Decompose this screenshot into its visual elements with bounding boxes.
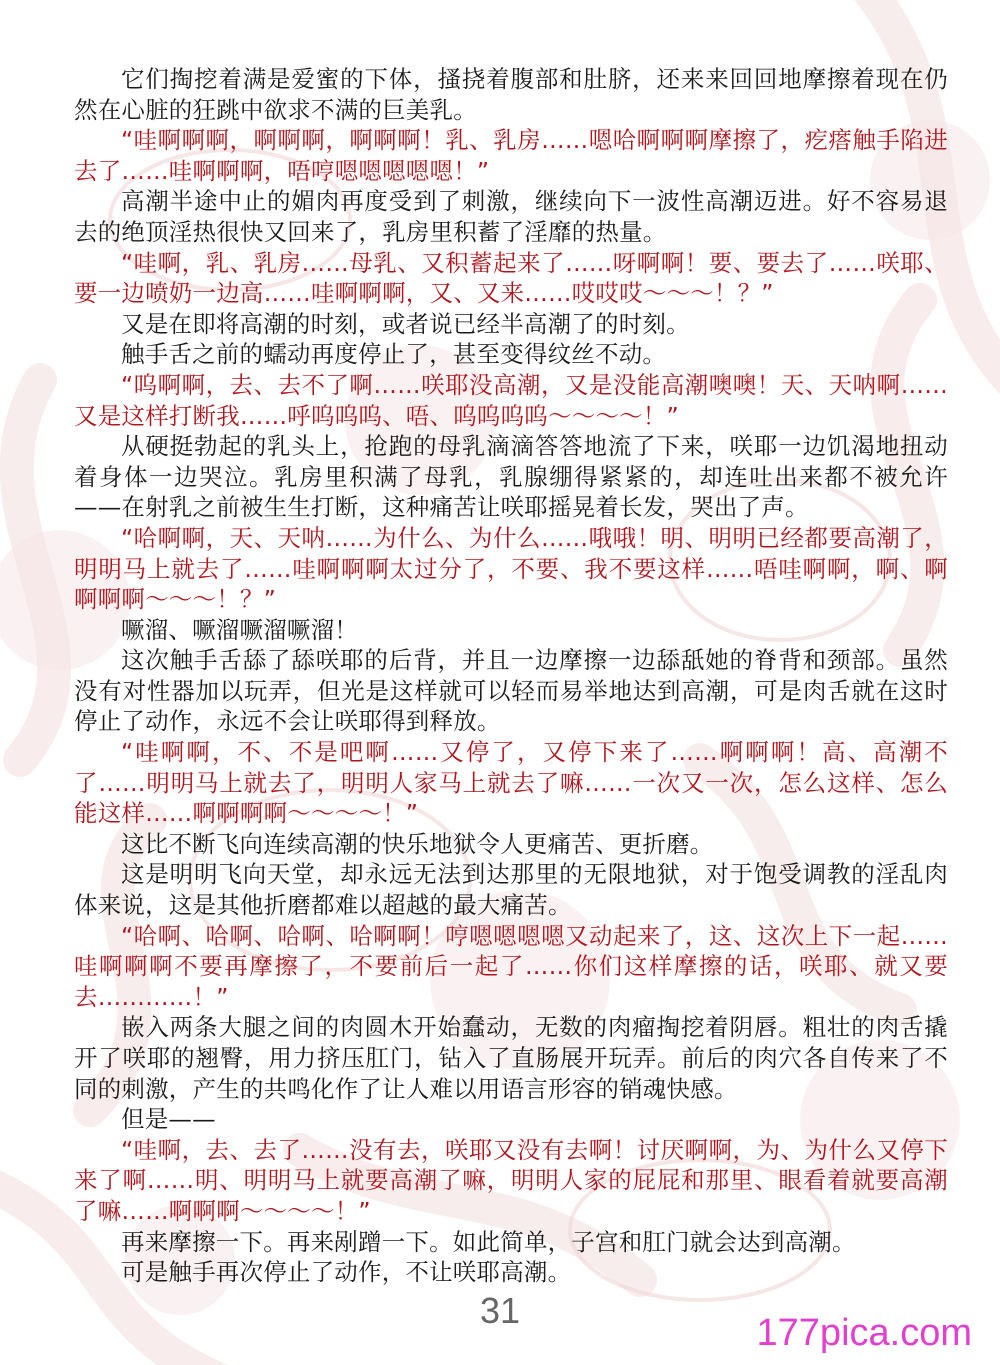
watermark-text: 177pica.com <box>756 1312 972 1354</box>
narration-paragraph: 从硬挺勃起的乳头上，抢跑的母乳滴滴答答地流了下来，咲耶一边饥渴地扭动着身体一边哭泣。乳房里积满了母乳，乳腺绷得紧紧的，却连吐出来都不被允许——在射乳之前被生生打断，这种痛苦让咲耶摇晃着长发，哭出了声。 <box>74 432 948 522</box>
narration-paragraph: 触手舌之前的蠕动再度停止了，甚至变得纹丝不动。 <box>121 340 667 369</box>
dialogue-paragraph: “哇啊，去、去了……没有去，咲耶又没有去啊！讨厌啊啊，为、为什么又停下来了啊……明、明明马上就要高潮了嘛，明明人家的屁屁和那里、眼看着就要高潮了嘛……啊啊啊～～～～！” <box>74 1135 948 1225</box>
narration-paragraph: 可是触手再次停止了动作，不让咲耶高潮。 <box>121 1258 572 1287</box>
dialogue-paragraph: “哇啊，乳、乳房……母乳、又积蓄起来了……呀啊啊！要、要去了……咲耶、要一边喷奶一边高……哇啊啊啊，又、又来……哎哎哎～～～！？” <box>74 248 948 308</box>
narration-paragraph: 再来摩擦一下。再来剐蹭一下。如此简单，子宫和肛门就会达到高潮。 <box>121 1227 856 1256</box>
narration-paragraph: 高潮半途中止的媚肉再度受到了刺激，继续向下一波性高潮迈进。好不容易退去的绝顶淫热很快又回来了，乳房里积蓄了淫靡的热量。 <box>74 187 948 246</box>
dialogue-paragraph: “哈啊、哈啊、哈啊、哈啊啊！哼嗯嗯嗯嗯又动起来了，这、这次上下一起……哇啊啊啊不要再摩擦了，不要前后一起了……你们这样摩擦的话，咲耶、就又要去…………！” <box>74 921 948 1011</box>
narration-paragraph: 它们掏挖着满是爱蜜的下体，搔挠着腹部和肚脐，还来来回回地摩擦着现在仍然在心脏的狂跳中欲求不满的巨美乳。 <box>74 65 948 124</box>
page-body <box>74 64 948 1288</box>
page-number: 31 <box>479 1290 521 1331</box>
dialogue-paragraph: “呜啊啊，去、去不了啊……咲耶没高潮，又是没能高潮噢噢！天、天呐啊……又是这样打断我……呼呜呜呜、唔、呜呜呜呜～～～～！” <box>74 370 948 430</box>
narration-paragraph: 又是在即将高潮的时刻，或者说已经半高潮了的时刻。 <box>121 309 690 338</box>
dialogue-paragraph: “哇啊啊，不、不是吧啊……又停了，又停下来了……啊啊啊！高、高潮不了……明明马上就去了，明明人家马上就去了嘛……一次又一次，怎么这样、怎么能这样……啊啊啊啊～～～～！” <box>74 738 948 828</box>
narration-paragraph: 这次触手舌舔了舔咲耶的后背，并且一边摩擦一边舔舐她的脊背和颈部。虽然没有对性器加以玩弄，但光是这样就可以轻而易举地达到高潮，可是肉舌就在这时停止了动作，永远不会让咲耶得到释放。 <box>74 646 948 736</box>
dialogue-paragraph: “哇啊啊啊，啊啊啊，啊啊啊！乳、乳房……嗯哈啊啊啊摩擦了，疙瘩触手陷进去了……哇啊啊啊，唔哼嗯嗯嗯嗯嗯！” <box>74 126 948 185</box>
narration-paragraph: 这是明明飞向天堂，却永远无法到达那里的无限地狱，对于饱受调教的淫乱肉体来说，这是其他折磨都难以超越的最大痛苦。 <box>74 860 948 920</box>
narration-paragraph: 这比不断飞向连续高潮的快乐地狱令人更痛苦、更折磨。 <box>121 829 714 858</box>
narration-paragraph: 噘溜、噘溜噘溜噘溜！ <box>121 615 358 644</box>
dialogue-paragraph: “哈啊啊，天、天呐……为什么、为什么……哦哦！明、明明已经都要高潮了，明明马上就去了……哇啊啊啊太过分了，不要、我不要这样……唔哇啊啊，啊、啊啊啊啊～～～！？” <box>74 523 948 614</box>
narration-paragraph: 但是—— <box>121 1105 216 1134</box>
narration-paragraph: 嵌入两条大腿之间的肉圆木开始蠢动，无数的肉瘤掏挖着阴唇。粗壮的肉舌撬开了咲耶的翘臀，用力挤压肛门，钻入了直肠展开玩弄。前后的肉穴各自传来了不同的刺激，产生的共鸣化作了让人难以用语言形容的销魂快感。 <box>74 1013 948 1103</box>
